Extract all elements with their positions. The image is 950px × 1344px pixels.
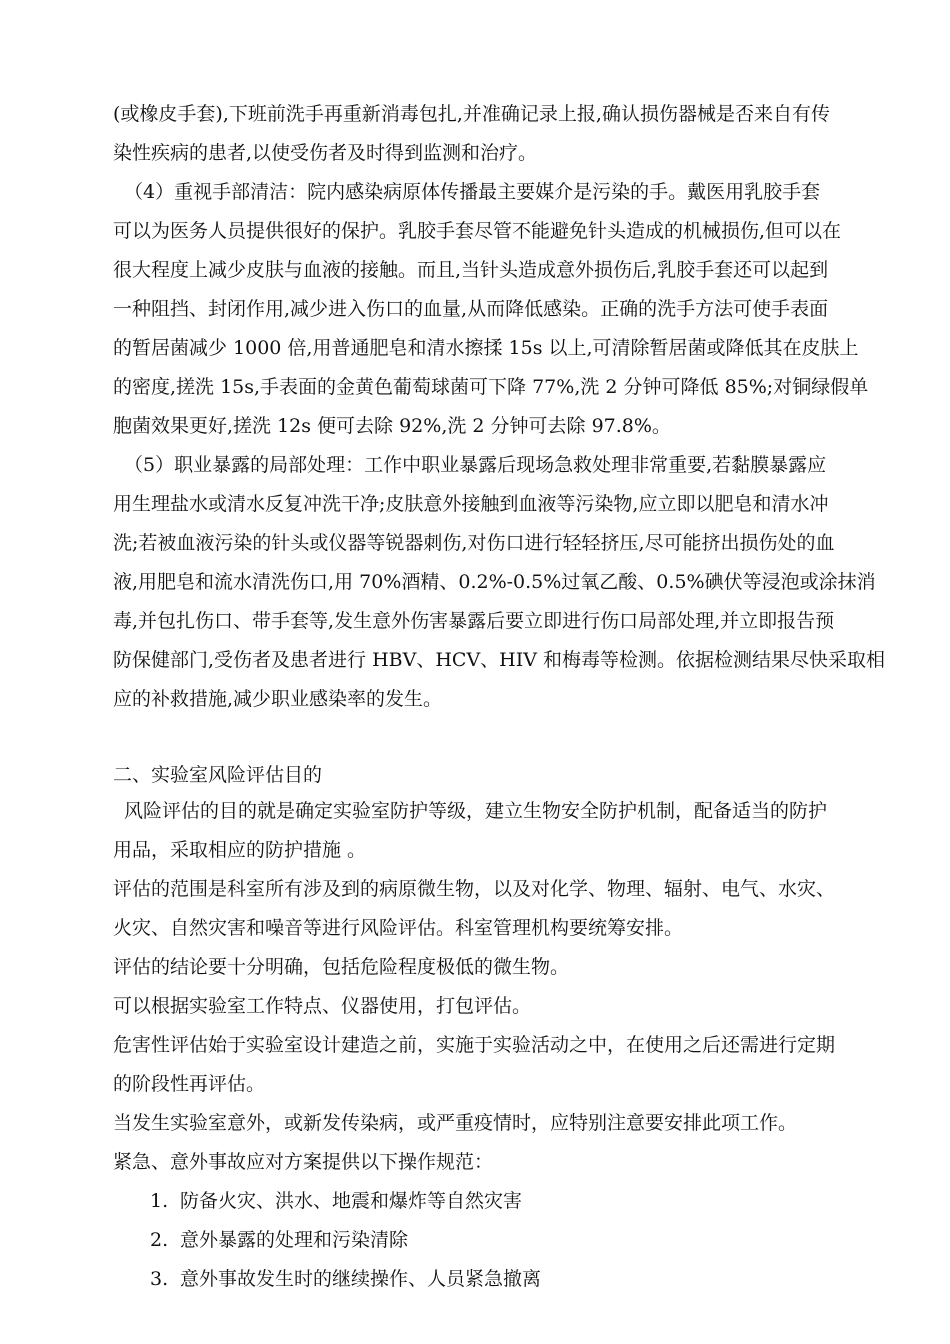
paragraph-line: 评估的范围是科室所有涉及到的病原微生物，以及对化学、物理、辐射、电气、水灾、 — [113, 878, 836, 900]
paragraph-line: 液,用肥皂和流水清洗伤口,用 70%酒精、0.2%-0.5%过氧乙酸、0.5%碘伏等浸泡或涂抹消 — [113, 571, 876, 593]
list-item — [150, 1268, 930, 1290]
paragraph-line: 胞菌效果更好,搓洗 12s 便可去除 92%,洗 2 分钟可去除 97.8%。 — [113, 415, 671, 437]
paragraph-line: 一种阻挡、封闭作用,减少进入伤口的血量,从而降低感染。正确的洗手方法可使手表面 — [113, 298, 829, 320]
paragraph-line: 可以为医务人员提供很好的保护。乳胶手套尽管不能避免针头造成的机械损伤,但可以在 — [113, 220, 842, 242]
list-item-text: 意外事故发生时的继续操作、人员紧急撤离 — [180, 1268, 542, 1290]
paragraph-line: 评估的结论要十分明确，包括危险程度极低的微生物。 — [113, 956, 570, 978]
list-item — [150, 1190, 930, 1212]
list-number: 1. — [150, 1190, 169, 1212]
paragraph-line: 当发生实验室意外，或新发传染病，或严重疫情时，应特别注意要安排此项工作。 — [113, 1112, 798, 1134]
paragraph-line: 紧急、意外事故应对方案提供以下操作规范： — [113, 1151, 494, 1173]
paragraph-line: 洗;若被血液污染的针头或仪器等锐器刺伤,对伤口进行轻轻挤压,尽可能挤出损伤处的血 — [113, 532, 835, 554]
paragraph-line: 风险评估的目的就是确定实验室防护等级，建立生物安全防护机制，配备适当的防护 — [124, 800, 828, 822]
paragraph-line: 的密度,搓洗 15s,手表面的金黄色葡萄球菌可下降 77%,洗 2 分钟可降低 85%;对铜绿假单 — [113, 376, 869, 398]
paragraph-line: (或橡皮手套),下班前洗手再重新消毒包扎,并准确记录上报,确认损伤器械是否来自有传 — [113, 103, 830, 125]
paragraph-line: 的阶段性再评估。 — [113, 1073, 266, 1095]
list-number: 3. — [150, 1268, 169, 1290]
paragraph-line: 危害性评估始于实验室设计建造之前，实施于实验活动之中，在使用之后还需进行定期 — [113, 1034, 836, 1056]
paragraph-line: （5）职业暴露的局部处理：工作中职业暴露后现场急救处理非常重要,若黏膜暴露应 — [124, 454, 827, 476]
list-item — [150, 1229, 930, 1251]
paragraph-line: 染性疾病的患者,以使受伤者及时得到监测和治疗。 — [113, 142, 538, 164]
paragraph-line: 火灾、自然灾害和噪音等进行风险评估。科室管理机构要统筹安排。 — [113, 917, 684, 939]
list-item-text: 意外暴露的处理和污染清除 — [180, 1229, 409, 1251]
paragraph-line: 用生理盐水或清水反复冲洗干净;皮肤意外接触到血液等污染物,应立即以肥皂和清水冲 — [113, 493, 829, 515]
paragraph-line: 防保健部门,受伤者及患者进行 HBV、HCV、HIV 和梅毒等检测。依据检测结果尽快采取相 — [113, 649, 885, 671]
paragraph-line: 应的补救措施,减少职业感染率的发生。 — [113, 688, 443, 710]
paragraph-line: 用品，采取相应的防护措施 。 — [113, 839, 367, 861]
paragraph-line: 的暂居菌减少 1000 倍,用普通肥皂和清水擦揉 15s 以上,可清除暂居菌或降低其在皮肤上 — [113, 337, 859, 359]
paragraph-line: （4）重视手部清洁：院内感染病原体传播最主要媒介是污染的手。戴医用乳胶手套 — [124, 181, 821, 203]
section-heading: 二、实验室风险评估目的 — [113, 764, 323, 786]
list-number: 2. — [150, 1229, 169, 1251]
paragraph-line: 很大程度上减少皮肤与血液的接触。而且,当针头造成意外损伤后,乳胶手套还可以起到 — [113, 259, 829, 281]
list-item-text: 防备火灾、洪水、地震和爆炸等自然灾害 — [180, 1190, 523, 1212]
paragraph-line: 可以根据实验室工作特点、仪器使用，打包评估。 — [113, 995, 532, 1017]
paragraph-line: 毒,并包扎伤口、带手套等,发生意外伤害暴露后要立即进行伤口局部处理,并立即报告预 — [113, 610, 835, 632]
